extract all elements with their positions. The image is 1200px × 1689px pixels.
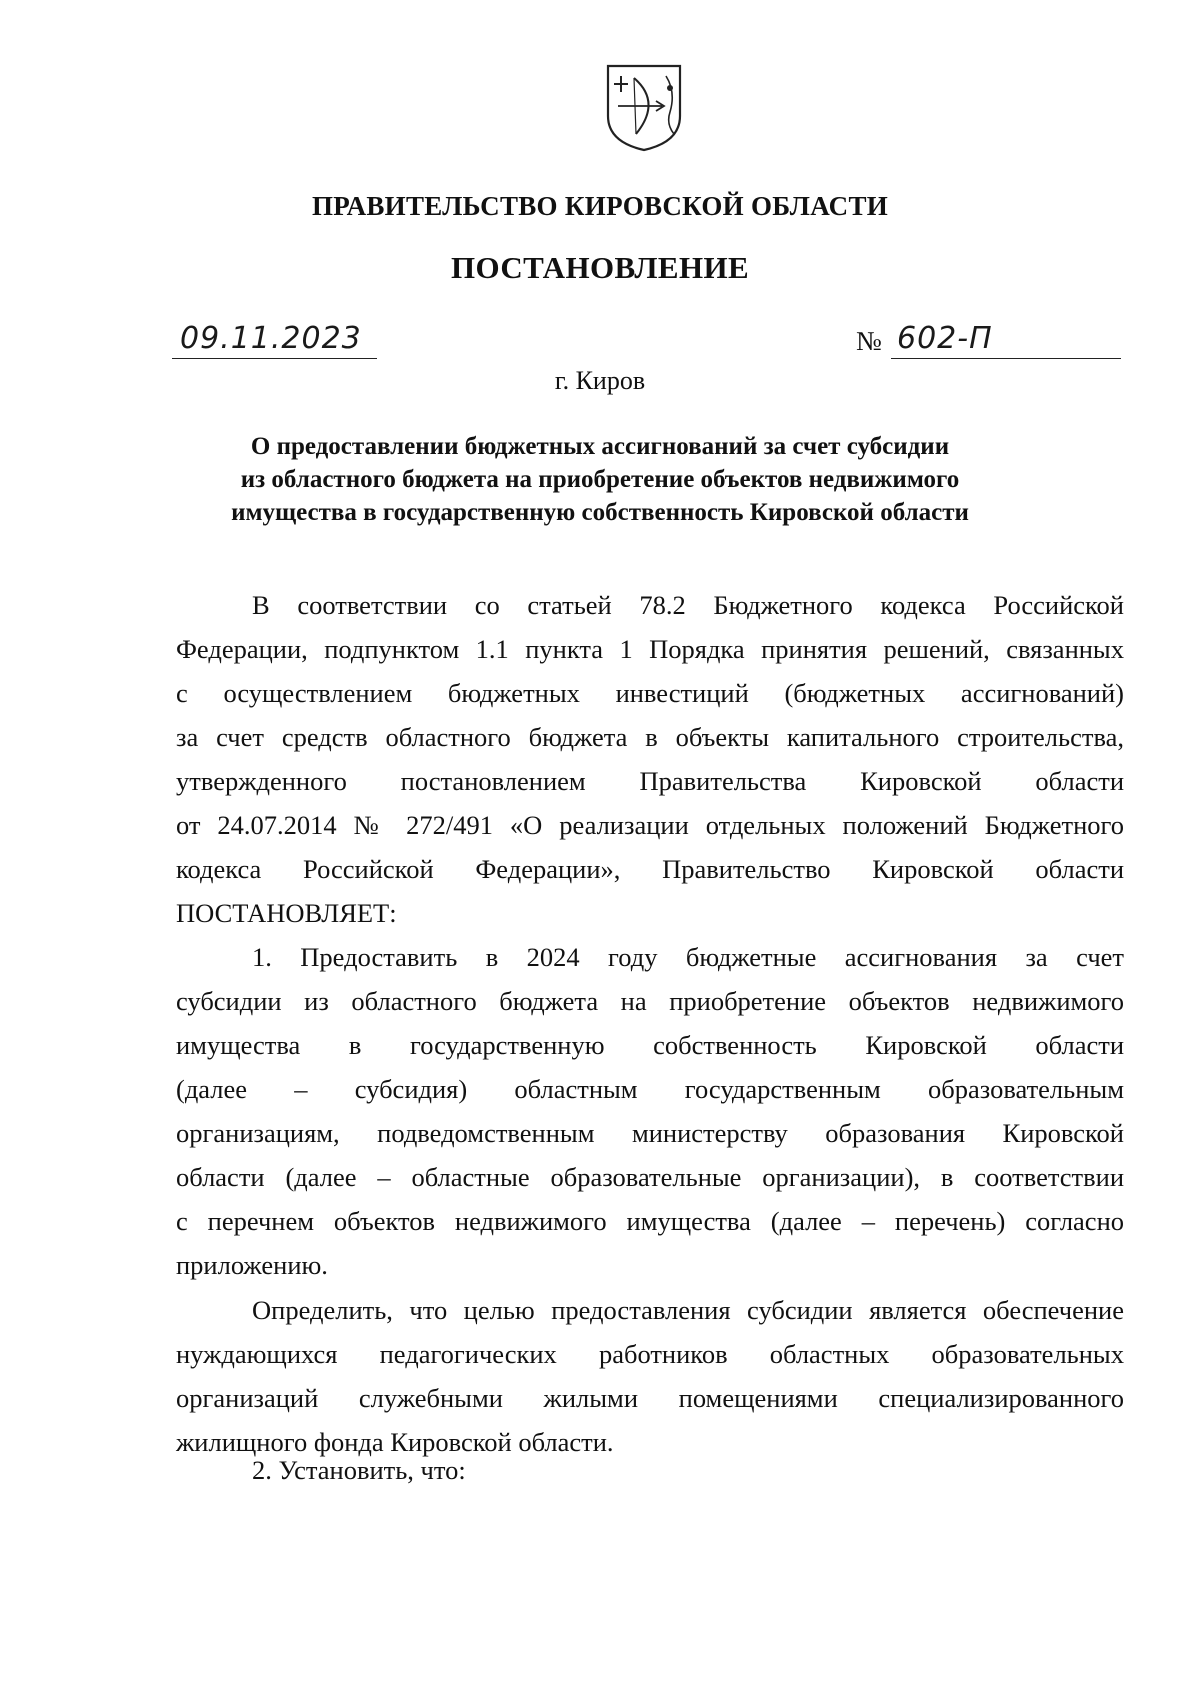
purpose-paragraph <box>176 1288 1124 1464</box>
text-line: нуждающихся педагогических работников областных образовательных <box>176 1339 1124 1369</box>
text-line: приложению. <box>176 1250 328 1280</box>
text-line: 1. Предоставить в 2024 году бюджетные ассигнования за счет <box>252 942 1124 972</box>
text-line: за счет средств областного бюджета в объекты капитального строительства, <box>176 722 1124 752</box>
text-line: утвержденного постановлением Правительства Кировской области <box>176 766 1124 796</box>
text-line: субсидии из областного бюджета на приобретение объектов недвижимого <box>176 986 1124 1016</box>
subject-line: О предоставлении бюджетных ассигнований за счет субсидии <box>250 433 950 460</box>
text-line: кодекса Российской Федерации», Правительство Кировской области <box>176 854 1124 884</box>
text-line: имущества в государственную собственность Кировской области <box>176 1030 1124 1060</box>
text-line: области (далее – областные образовательные организации), в соответствии <box>176 1162 1124 1192</box>
number-value: 602-П <box>897 321 993 356</box>
subject-line: имущества в государственную собственность Кировской области <box>231 499 969 526</box>
organization-name: ПРАВИТЕЛЬСТВО КИРОВСКОЙ ОБЛАСТИ <box>311 191 889 221</box>
text-line: (далее – субсидия) областным государственным образовательным <box>176 1074 1124 1104</box>
text-line: организаций служебными жилыми помещениями специализированного <box>176 1383 1124 1413</box>
number-field <box>891 320 1121 359</box>
preamble-paragraph <box>176 583 1124 1287</box>
text-line: Федерации, подпунктом 1.1 пункта 1 Порядка принятия решений, связанных <box>176 634 1124 664</box>
text-line: Определить, что целью предоставления субсидии является обеспечение <box>252 1295 1124 1325</box>
city: г. Киров <box>554 366 646 395</box>
date-field <box>172 320 377 359</box>
document-subject <box>150 430 1050 529</box>
item-2-paragraph <box>176 1448 1124 1492</box>
text-line: организациям, подведомственным министерству образования Кировской <box>176 1118 1124 1148</box>
text-line: с осуществлением бюджетных инвестиций (бюджетных ассигнований) <box>176 678 1124 708</box>
text-line: жилищного фонда Кировской области. <box>176 1427 614 1457</box>
text-line: ПОСТАНОВЛЯЕТ: <box>176 898 397 928</box>
subject-line: из областного бюджета на приобретение объектов недвижимого <box>240 466 960 493</box>
document-type: ПОСТАНОВЛЕНИЕ <box>450 250 750 285</box>
date-value: 09.11.2023 <box>180 321 362 356</box>
text-line: 2. Установить, что: <box>252 1455 466 1485</box>
text-line: В соответствии со статьей 78.2 Бюджетного кодекса Российской <box>252 590 1124 620</box>
coat-of-arms-icon <box>604 62 684 154</box>
text-line: от 24.07.2014 № 272/491 «О реализации отдельных положений Бюджетного <box>176 810 1124 840</box>
text-line: с перечнем объектов недвижимого имущества (далее – перечень) согласно <box>176 1206 1124 1236</box>
number-label: № <box>856 326 882 356</box>
